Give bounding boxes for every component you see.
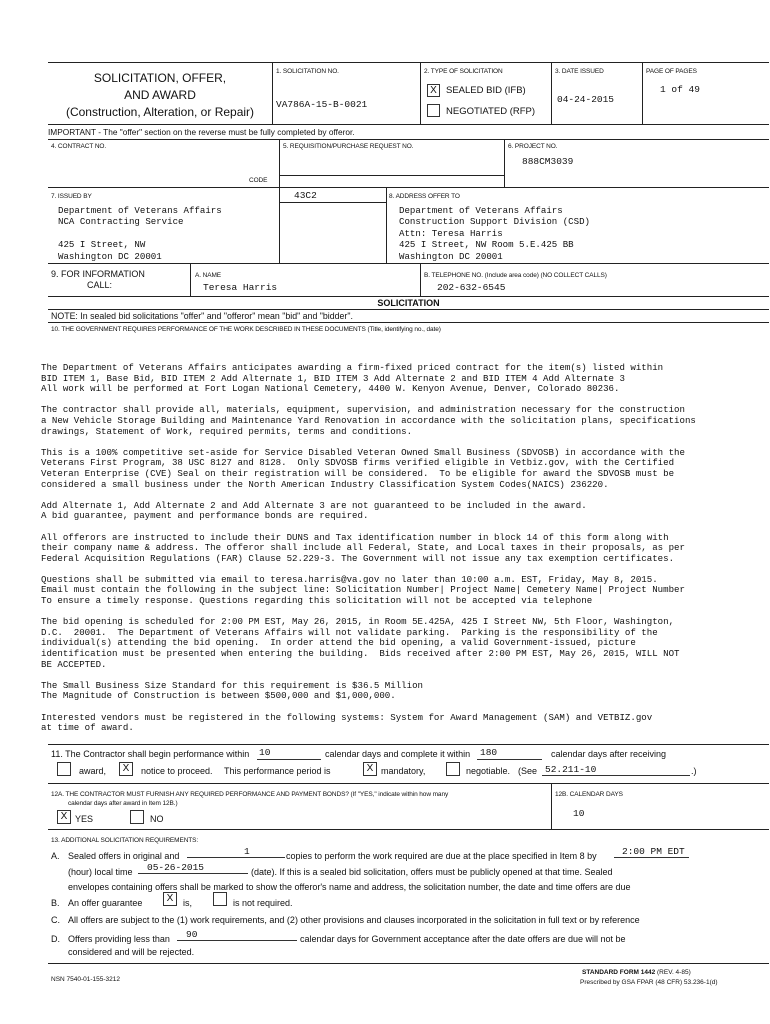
additional-requirements-label: 13. ADDITIONAL SOLICITATION REQUIREMENTS: xyxy=(51,837,199,844)
address-offer-line: Attn: Teresa Harris xyxy=(399,227,503,239)
divider xyxy=(48,783,769,784)
divider xyxy=(386,187,387,263)
negotiable-label: negotiable. xyxy=(466,766,511,776)
paragraph: The Small Business Size Standard for this requirement is $36.5 Million The Magnitude of Construction is between $500,000 and $1,000,000. xyxy=(41,679,423,702)
divider xyxy=(48,744,769,745)
important-note: IMPORTANT - The "offer" section on the reverse must be fully completed by offeror. xyxy=(48,127,355,137)
item-d-text-3: considered and will be rejected. xyxy=(68,947,195,957)
address-offer-line: Construction Support Division (CSD) xyxy=(399,216,590,228)
divider xyxy=(279,175,504,176)
item-c-letter: C. xyxy=(51,915,60,925)
form-number-name: STANDARD FORM 1442 xyxy=(582,969,656,976)
item11-text-2: calendar days and complete it within xyxy=(325,749,471,759)
paragraph: This is a 100% competitive set-aside for Service Disabled Veteran Owned Small Business (SDVOSB) in accordance with the Veterans First Program, 38 USC 8127 and 8128. Only SDVOSB firms verified eligible in Vetbiz.gov, with the Certified Veteran Enterprise (CVE) Seal on their registration will be considered. To be eligible for award the SDVOSB must be considered a small business under the North American Industry Classification System Codes(NAICS) 236220. xyxy=(41,446,685,490)
award-label: award, xyxy=(79,766,107,776)
title-line-1: SOLICITATION, OFFER, xyxy=(93,71,227,85)
divider xyxy=(642,62,643,124)
code-value[interactable]: 43C2 xyxy=(294,190,317,201)
solicitation-no-value[interactable]: VA786A-15-B-0021 xyxy=(276,99,368,110)
nsn-number: NSN 7540-01-155-3212 xyxy=(51,976,121,983)
for-information-line: CALL: xyxy=(87,280,113,290)
divider xyxy=(48,296,769,297)
pages-label: PAGE OF PAGES xyxy=(646,68,697,75)
telephone-value[interactable]: 202-632-6545 xyxy=(437,282,506,293)
address-offer-line: Department of Veterans Affairs xyxy=(399,205,563,216)
negotiable-checkbox[interactable] xyxy=(446,762,460,776)
due-time-line xyxy=(614,857,689,858)
item11-text-1: 11. The Contractor shall begin performance within xyxy=(51,749,250,759)
item-d-letter: D. xyxy=(51,934,60,944)
bonds-no-label: NO xyxy=(150,814,164,824)
solicitation-no-label: 1. SOLICITATION NO. xyxy=(276,68,339,75)
copies-line xyxy=(187,857,285,858)
divider xyxy=(279,187,280,263)
due-date-value[interactable]: 05-26-2015 xyxy=(147,862,205,873)
complete-days-line xyxy=(477,759,542,760)
bonds-no-checkbox[interactable] xyxy=(130,810,144,824)
divider xyxy=(48,322,769,323)
divider xyxy=(48,309,769,310)
issued-by-line: NCA Contracting Service xyxy=(58,216,184,228)
title-line-3: (Construction, Alteration, or Repair) xyxy=(65,105,255,119)
item11-text-3: calendar days after receiving xyxy=(551,749,667,759)
see-close: .) xyxy=(691,766,697,776)
guarantee-not-label: is not required. xyxy=(233,898,293,908)
item-a-text-5: envelopes containing offers shall be marked to show the offeror's name and address, the solicitation number, the date and time offers are due xyxy=(68,882,631,892)
item-b-letter: B. xyxy=(51,898,60,908)
form-number xyxy=(582,969,691,976)
item-a-letter: A. xyxy=(51,851,60,861)
divider xyxy=(48,263,769,264)
guarantee-not-checkbox[interactable] xyxy=(213,892,227,906)
notice-to-proceed-label: notice to proceed. xyxy=(141,766,213,776)
issued-by-line xyxy=(58,228,222,239)
form-revision: (REV. 4-85) xyxy=(657,969,691,976)
divider xyxy=(279,139,280,187)
requisition-no-label: 5. REQUISITION/PURCHASE REQUEST NO. xyxy=(283,143,414,150)
form-title xyxy=(48,70,272,121)
form-top-border xyxy=(48,62,769,63)
paragraph: The contractor shall provide all, materials, equipment, supervision, and administration necessary for the construction a New Vehicle Storage Building and Maintenance Yard Renovation in accordance with the solicitation plans, specifications drawings, Statement of Work, required permits, terms and conditions. xyxy=(41,404,696,437)
performance-period-label: This performance period is xyxy=(224,766,331,776)
due-date-line xyxy=(138,873,248,874)
acceptance-days-line xyxy=(177,940,297,941)
paragraph: Add Alternate 1, Add Alternate 2 and Add Alternate 3 are not guaranteed to be included in the award. A bid guarantee, payment and performance bonds are required. xyxy=(41,499,587,522)
title-line-2: AND AWARD xyxy=(124,88,196,102)
item-d-text-1: Offers providing less than xyxy=(68,934,170,944)
copies-value[interactable]: 1 xyxy=(244,846,250,857)
sealed-bid-label: SEALED BID (IFB) xyxy=(446,85,526,96)
divider xyxy=(190,263,191,296)
contact-name-label: A. NAME xyxy=(195,272,222,279)
bonds-label-2: calendar days after award in Item 12B.) xyxy=(68,800,178,807)
negotiated-checkbox[interactable] xyxy=(427,104,440,117)
mandatory-checkbox[interactable]: X xyxy=(363,762,377,776)
paragraph: Interested vendors must be registered in the following systems: System for Award Management (SAM) and VETBIZ.gov at time of award. xyxy=(41,711,653,734)
notice-to-proceed-checkbox[interactable]: X xyxy=(119,762,133,776)
address-offer-to xyxy=(399,205,590,262)
address-offer-label: 8. ADDRESS OFFER TO xyxy=(389,193,460,200)
address-offer-line: 425 I Street, NW Room 5.E.425 BB xyxy=(399,239,574,251)
issued-by-label: 7. ISSUED BY xyxy=(51,193,92,200)
for-information-label xyxy=(51,269,145,291)
acceptance-days-value[interactable]: 90 xyxy=(186,929,198,940)
paragraph: The bid opening is scheduled for 2:00 PM EST, May 26, 2015, in Room 5E.425A, 425 I Street NW, 5th Floor, Washington, D.C. 20001. The Department of Veterans Affairs will not validate parking. Parking is the responsibility of the individual(s) attending the bid opening. In order attend the bid opening, a valid Government-issued, picture identification must be presented when entering the building. Bids received after 2:00 PM EST, May 26, 2015, WILL NOT BE ACCEPTED. xyxy=(41,616,680,670)
bonds-yes-label: YES xyxy=(75,814,94,824)
bonds-label: 12A. THE CONTRACTOR MUST FURNISH ANY REQUIRED PERFORMANCE AND PAYMENT BONDS? (If "YES," indicate within how many xyxy=(51,791,449,798)
project-no-value[interactable]: 888CM3039 xyxy=(522,156,574,167)
contact-name-value[interactable]: Teresa Harris xyxy=(203,282,278,293)
divider xyxy=(48,829,769,830)
item-a-text-2: copies to perform the work required are due at the place specified in Item 8 by xyxy=(286,851,597,861)
project-no-label: 6. PROJECT NO. xyxy=(508,143,558,150)
divider xyxy=(48,187,769,188)
divider xyxy=(551,783,552,829)
issued-by-line: 425 I Street, NW xyxy=(58,239,146,251)
divider xyxy=(504,139,505,187)
item-a-text-1: Sealed offers in original and xyxy=(68,851,180,861)
mandatory-label: mandatory, xyxy=(381,766,426,776)
contract-no-label: 4. CONTRACT NO. xyxy=(51,143,107,150)
item-d-text-2: calendar days for Government acceptance after the date offers are due will not be xyxy=(300,934,626,944)
bonds-yes-checkbox[interactable]: X xyxy=(57,810,71,824)
divider xyxy=(420,263,421,296)
see-label: (See xyxy=(518,766,538,776)
sealed-bid-note: NOTE: In sealed bid solicitations "offer" and "offeror" mean "bid" and "bidder". xyxy=(51,311,353,321)
paragraph: Questions shall be submitted via email to teresa.harris@va.gov no later than 10:00 a.m. EST, Friday, May 8, 2015. Email must contain the following in the subject line: Solicitation Number| Project Name| Cemetery Name| Project Number To ensure a timely response. Questions regarding this solicitation will not be accepted via telephone xyxy=(41,573,685,607)
code-label: CODE xyxy=(249,177,268,184)
solicitation-heading: SOLICITATION xyxy=(377,298,440,308)
paragraph: The Department of Veterans Affairs anticipates awarding a firm-fixed priced contract for the item(s) listed within BID ITEM 1, Base Bid, BID ITEM 2 Add Alternate 1, BID ITEM 3 Add Alternate 2 and BID ITEM 4 Add Alternate 3 All work will be performed at Fort Logan National Cemetery, 4400 W. Kenyon Avenue, Denver, Colorado 80236. xyxy=(41,362,664,395)
prescribed-by: Prescribed by GSA FPAR (48 CFR) 53.236-1(d) xyxy=(580,979,718,986)
address-offer-line: Washington DC 20001 xyxy=(399,250,503,262)
issued-by-line: Washington DC 20001 xyxy=(58,250,162,262)
work-description xyxy=(41,363,696,734)
divider xyxy=(272,62,273,124)
header-bottom-border xyxy=(48,124,769,125)
guarantee-is-label: is, xyxy=(183,898,192,908)
item-b-text: An offer guarantee xyxy=(68,898,143,908)
item-a-text-3: (hour) local time xyxy=(68,867,133,877)
paragraph: All offerors are instructed to include their DUNS and Tax identification number in block 14 of this form along with their company name & address. The offeror shall include all Federal, State, and Local taxes in their proposals, as per Federal Acquisition Regulations (FAR) Clause 52.229-3. The Government will not issue any tax exemption certificates. xyxy=(41,531,685,564)
item-a-text-4: (date). If this is a sealed bid solicitation, offers must be publicly opened at that time. Sealed xyxy=(251,867,613,877)
divider xyxy=(420,62,421,124)
divider xyxy=(551,62,552,124)
date-issued-value[interactable]: 04-24-2015 xyxy=(557,94,615,105)
divider xyxy=(279,202,386,203)
issued-by-address xyxy=(58,205,222,262)
guarantee-is-checkbox[interactable]: X xyxy=(163,892,177,906)
for-information-line: 9. FOR INFORMATION xyxy=(51,269,145,279)
issued-by-line: Department of Veterans Affairs xyxy=(58,205,222,216)
solicitation-type-label: 2. TYPE OF SOLICITATION xyxy=(424,68,503,75)
pages-value: 1 of 49 xyxy=(660,84,700,95)
award-checkbox[interactable] xyxy=(57,762,71,776)
see-clause-line xyxy=(542,775,690,776)
negotiated-label: NEGOTIATED (RFP) xyxy=(446,106,536,117)
due-time-value[interactable]: 2:00 PM EDT xyxy=(622,846,685,857)
telephone-label: B. TELEPHONE NO. (Include area code) (NO COLLECT CALLS) xyxy=(424,272,607,279)
calendar-days-value[interactable]: 10 xyxy=(573,808,585,819)
begin-days-line xyxy=(257,759,321,760)
item-c-text: All offers are subject to the (1) work requirements, and (2) other provisions and clauses incorporated in the solicitation in full text or by reference xyxy=(68,915,640,925)
see-clause-value[interactable]: 52.211-10 xyxy=(545,764,597,775)
work-description-label: 10. THE GOVERNMENT REQUIRES PERFORMANCE OF THE WORK DESCRIBED IN THESE DOCUMENTS (Title, identifying no., date) xyxy=(51,326,441,333)
sealed-bid-checkbox[interactable]: X xyxy=(427,84,440,97)
divider xyxy=(48,139,769,140)
complete-days-value[interactable]: 180 xyxy=(480,747,498,758)
date-issued-label: 3. DATE ISSUED xyxy=(555,68,604,75)
begin-days-value[interactable]: 10 xyxy=(259,747,271,758)
calendar-days-label: 12B. CALENDAR DAYS xyxy=(555,791,623,798)
divider xyxy=(48,963,769,964)
